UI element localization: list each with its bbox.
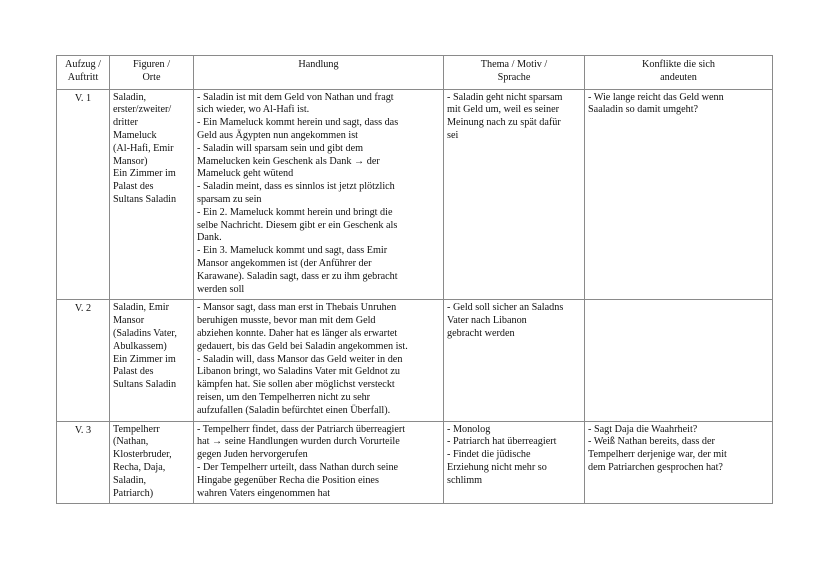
cell-line: Dank. [197, 232, 222, 244]
cell-line: - Saladin will, dass Mansor das Geld weiter in den [197, 353, 403, 365]
cell-line: reisen, um den Tempelherren nicht zu sehr [197, 391, 371, 403]
cell-line: Mansor) [113, 155, 148, 167]
cell-line: (Nathan, [113, 436, 149, 448]
cell-line: sich wieder, wo Al-Hafi ist. [197, 104, 310, 116]
cell-line: Saladin, Emir [113, 302, 170, 314]
figures-cell [110, 421, 194, 504]
cell-line: Palast des [113, 366, 154, 378]
plot-cell [194, 300, 444, 421]
cell-line: Aufzug / [65, 59, 101, 70]
theme-cell [444, 89, 585, 300]
cell-line: Meinung nach zu spät dafür [447, 117, 561, 129]
act-cell: V. 1 [57, 89, 110, 300]
cell-line: Palast des [113, 181, 154, 193]
cell-line: Mansor angekommen ist (der Anführer der [197, 257, 372, 269]
table-row [57, 89, 773, 300]
cell-line: - Sagt Daja die Waahrheit? [588, 423, 698, 435]
plot-cell [194, 89, 444, 300]
conflicts-cell [585, 421, 773, 504]
cell-line: Figuren / [132, 59, 171, 70]
cell-line: Mameluck [113, 129, 157, 141]
cell-line: gebracht werden [447, 327, 515, 339]
figures-cell [110, 89, 194, 300]
table-row [57, 421, 773, 504]
cell-line: - Mansor sagt, dass man erst in Thebais Unruhen [197, 302, 397, 314]
cell-line: - Saladin meint, dass es sinnlos ist jetzt plötzlich [197, 181, 395, 193]
cell-line: hat → seine Handlungen wurden durch Vorurteile [197, 436, 400, 448]
cell-line: kämpfen hat. Sie sollen aber möglichst versteckt [197, 379, 395, 391]
cell-line: dritter [113, 117, 138, 129]
cell-line: Patriarch) [113, 487, 154, 499]
act-cell: V. 2 [57, 300, 110, 421]
cell-line: Saaladin so damit umgeht? [588, 104, 699, 116]
cell-line: Handlung [298, 59, 339, 70]
cell-line: werden soll [197, 283, 245, 295]
header-act [57, 56, 110, 90]
cell-line: Konflikte die sich [642, 59, 715, 70]
cell-line: beruhigen musste, bevor man mit dem Geld [197, 315, 376, 327]
cell-line: - Ein 3. Mameluck kommt und sagt, dass Emir [197, 245, 388, 257]
cell-line: Geld aus Ägypten nun angekommen ist [197, 129, 358, 141]
cell-line: Abulkassem) [113, 340, 167, 352]
cell-line: - Patriarch hat überreagiert [447, 436, 557, 448]
cell-line: - Saladin will sparsam sein und gibt dem [197, 142, 364, 154]
cell-line: - Tempelherr findet, dass der Patriarch überreagiert [197, 423, 406, 435]
conflicts-cell [585, 300, 773, 421]
cell-line: Ein Zimmer im [113, 353, 176, 365]
cell-line: Mamelucken kein Geschenk als Dank → der [197, 155, 380, 167]
theme-cell [444, 421, 585, 504]
cell-line: - Monolog [447, 423, 491, 435]
cell-line: - Saladin ist mit dem Geld von Nathan und fragt [197, 91, 394, 103]
cell-line: Recha, Daja, [113, 461, 166, 473]
table-row [57, 300, 773, 421]
cell-line: Thema / Motiv / [480, 59, 548, 70]
cell-line: Klosterbruder, [113, 449, 172, 461]
cell-line: - Findet die jüdische [447, 449, 531, 461]
cell-line: Vater nach Libanon [447, 315, 527, 327]
cell-line: Saladin, [113, 474, 147, 486]
cell-line: Mansor [113, 315, 145, 327]
cell-line: - Wie lange reicht das Geld wenn [588, 91, 724, 103]
theme-cell [444, 300, 585, 421]
cell-line: gegen Juden hervorgerufen [197, 449, 308, 461]
header-figures [110, 56, 194, 90]
summary-table [56, 55, 773, 504]
cell-line: wahren Vaters eingenommen hat [197, 487, 331, 499]
header-row [57, 56, 773, 90]
cell-line: gedauert, bis das Geld bei Saladin angekommen ist. [197, 340, 408, 352]
cell-line: (Saladins Vater, [113, 327, 177, 339]
cell-line: Sultans Saladin [113, 379, 177, 391]
cell-line: - Geld soll sicher an Saladns [447, 302, 564, 314]
cell-line: - Der Tempelherr urteilt, dass Nathan durch seine [197, 461, 399, 473]
cell-line: - Weiß Nathan bereits, dass der [588, 436, 715, 448]
cell-line: schlimm [447, 474, 483, 486]
cell-line: Ein Zimmer im [113, 168, 176, 180]
cell-line: aufzufallen (Saladin befürchtet einen Überfall). [197, 404, 391, 416]
cell-line: mit Geld um, weil es seiner [447, 104, 560, 116]
cell-line: - Ein 2. Mameluck kommt herein und bringt die [197, 206, 393, 218]
header-plot [194, 56, 444, 90]
conflicts-cell [585, 89, 773, 300]
cell-line: andeuten [660, 71, 697, 83]
cell-line: Libanon bringt, wo Saladins Vater mit Geldnot zu [197, 366, 400, 378]
cell-line: dem Patriarchen gesprochen hat? [588, 461, 723, 473]
cell-line: Karawane). Saladin sagt, dass er zu ihm gebracht [197, 270, 398, 282]
header-conflicts [585, 56, 773, 90]
cell-line: Tempelherr [113, 423, 160, 435]
cell-line: erster/zweiter/ [113, 104, 172, 116]
cell-line: Orte [142, 71, 161, 83]
cell-line: sei [447, 129, 459, 141]
figures-cell [110, 300, 194, 421]
cell-line: Mameluck geht wütend [197, 168, 294, 180]
cell-line: Sultans Saladin [113, 193, 177, 205]
cell-line: selbe Nachricht. Diesem gibt er ein Geschenk als [197, 219, 398, 231]
cell-line: sparsam zu sein [197, 193, 262, 205]
cell-line: - Saladin geht nicht sparsam [447, 91, 563, 103]
cell-line: - Ein Mameluck kommt herein und sagt, dass das [197, 117, 399, 129]
cell-line: Tempelherr derjenige war, der mit [588, 449, 727, 461]
cell-line: Saladin, [113, 91, 147, 103]
cell-line: Auftritt [67, 71, 99, 83]
plot-cell [194, 421, 444, 504]
cell-line: abziehen konnte. Daher hat es länger als erwartet [197, 327, 398, 339]
act-cell: V. 3 [57, 421, 110, 504]
cell-line: Hingabe gegenüber Recha die Position eines [197, 474, 379, 486]
cell-line: Sprache [497, 71, 531, 83]
cell-line: (Al-Hafi, Emir [113, 142, 174, 154]
cell-line: Erziehung nicht mehr so [447, 461, 547, 473]
header-theme [444, 56, 585, 90]
